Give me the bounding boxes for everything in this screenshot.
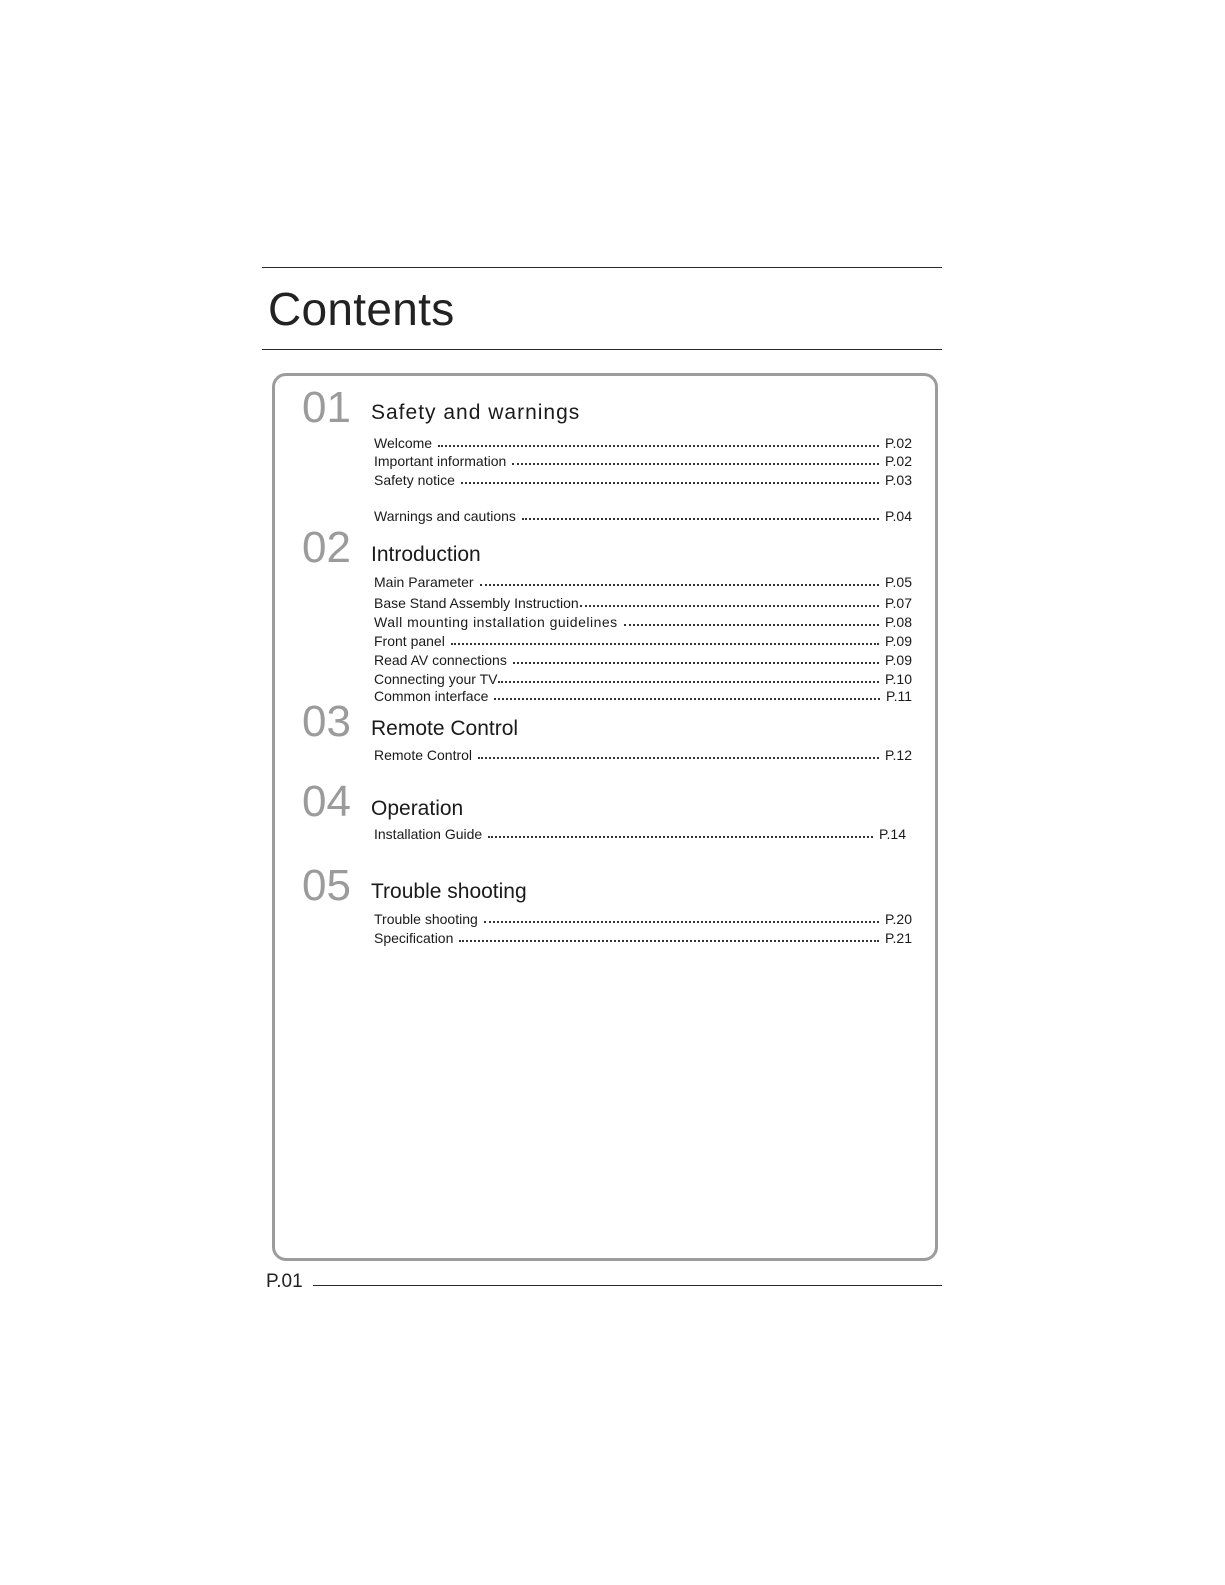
leader-dots <box>512 463 879 465</box>
toc-entry[interactable] <box>374 927 912 945</box>
toc-entry-page: P.20 <box>885 911 912 927</box>
section-number: 03 <box>302 697 351 746</box>
toc-entry-label: Read AV connections <box>374 652 507 668</box>
leader-dots <box>438 445 879 447</box>
toc-entry[interactable] <box>374 611 912 629</box>
toc-entry[interactable] <box>374 571 912 589</box>
toc-entry-page: P.09 <box>885 652 912 668</box>
leader-dots <box>522 518 879 520</box>
leader-dots <box>580 605 879 607</box>
toc-entry-page: P.14 <box>879 826 906 842</box>
toc-entry-label: Specification <box>374 930 454 946</box>
toc-entry[interactable] <box>374 823 906 841</box>
footer-rule <box>313 1285 942 1286</box>
page-title: Contents <box>268 283 455 335</box>
toc-entry-page: P.04 <box>885 508 912 524</box>
leader-dots <box>624 624 879 626</box>
toc-entry-page: P.09 <box>885 633 912 649</box>
section-number: 04 <box>302 777 351 826</box>
toc-entry[interactable] <box>374 592 912 610</box>
toc-entry[interactable] <box>374 469 912 487</box>
toc-entry-page: P.07 <box>885 595 912 611</box>
toc-entry-label: Front panel <box>374 633 445 649</box>
toc-entry-label: Main Parameter <box>374 574 474 590</box>
toc-entry-label: Important information <box>374 453 507 469</box>
section-title: Safety and warnings <box>371 401 581 424</box>
leader-dots <box>480 584 879 586</box>
toc-entry-label: Trouble shooting <box>374 911 478 927</box>
title-underline <box>262 349 942 350</box>
section-number: 01 <box>302 383 351 432</box>
toc-entry-page: P.10 <box>885 671 912 687</box>
toc-entry[interactable] <box>374 744 912 762</box>
toc-entry-label: Connecting your TV <box>374 671 498 687</box>
toc-entry-label: Safety notice <box>374 472 455 488</box>
leader-dots <box>451 643 879 645</box>
toc-entry-page: P.02 <box>885 453 912 469</box>
toc-entry[interactable] <box>374 630 912 648</box>
toc-entry-label: Base Stand Assembly Instruction <box>374 595 579 611</box>
toc-entry-page: P.05 <box>885 574 912 590</box>
section-number: 05 <box>302 861 351 910</box>
section-title: Operation <box>371 797 464 820</box>
toc-entry-label: Installation Guide <box>374 826 483 842</box>
toc-entry-page: P.21 <box>885 930 912 946</box>
toc-entry-label: Remote Control <box>374 747 473 763</box>
toc-entry-label: Common interface <box>374 688 489 704</box>
section-number: 02 <box>302 523 351 572</box>
leader-dots <box>459 940 879 942</box>
leader-dots <box>461 482 879 484</box>
toc-entry-page: P.03 <box>885 472 912 488</box>
toc-entry[interactable] <box>374 908 912 926</box>
toc-entry[interactable] <box>374 668 912 686</box>
leader-dots <box>498 681 879 683</box>
section-title: Remote Control <box>371 717 519 740</box>
toc-entry[interactable] <box>374 505 912 523</box>
leader-dots <box>484 921 879 923</box>
toc-entry-page: P.11 <box>886 688 912 704</box>
toc-entry-label: Wall mounting installation guidelines <box>374 614 618 630</box>
toc-entry-label: Welcome <box>374 435 433 451</box>
toc-entry[interactable] <box>374 685 912 703</box>
leader-dots <box>494 698 880 700</box>
section-title: Trouble shooting <box>371 880 527 903</box>
toc-entry-page: P.08 <box>885 614 912 630</box>
toc-entry[interactable] <box>374 649 912 667</box>
leader-dots <box>513 662 879 664</box>
toc-entry-page: P.02 <box>885 435 912 451</box>
toc-entry[interactable] <box>374 432 912 450</box>
toc-entry-label: Warnings and cautions <box>374 508 516 524</box>
leader-dots <box>488 836 873 838</box>
section-title: Introduction <box>371 543 481 566</box>
toc-entry[interactable] <box>374 450 912 468</box>
leader-dots <box>478 757 879 759</box>
footer-page-number: P.01 <box>266 1271 303 1292</box>
top-rule <box>262 267 942 268</box>
toc-entry-page: P.12 <box>885 747 912 763</box>
